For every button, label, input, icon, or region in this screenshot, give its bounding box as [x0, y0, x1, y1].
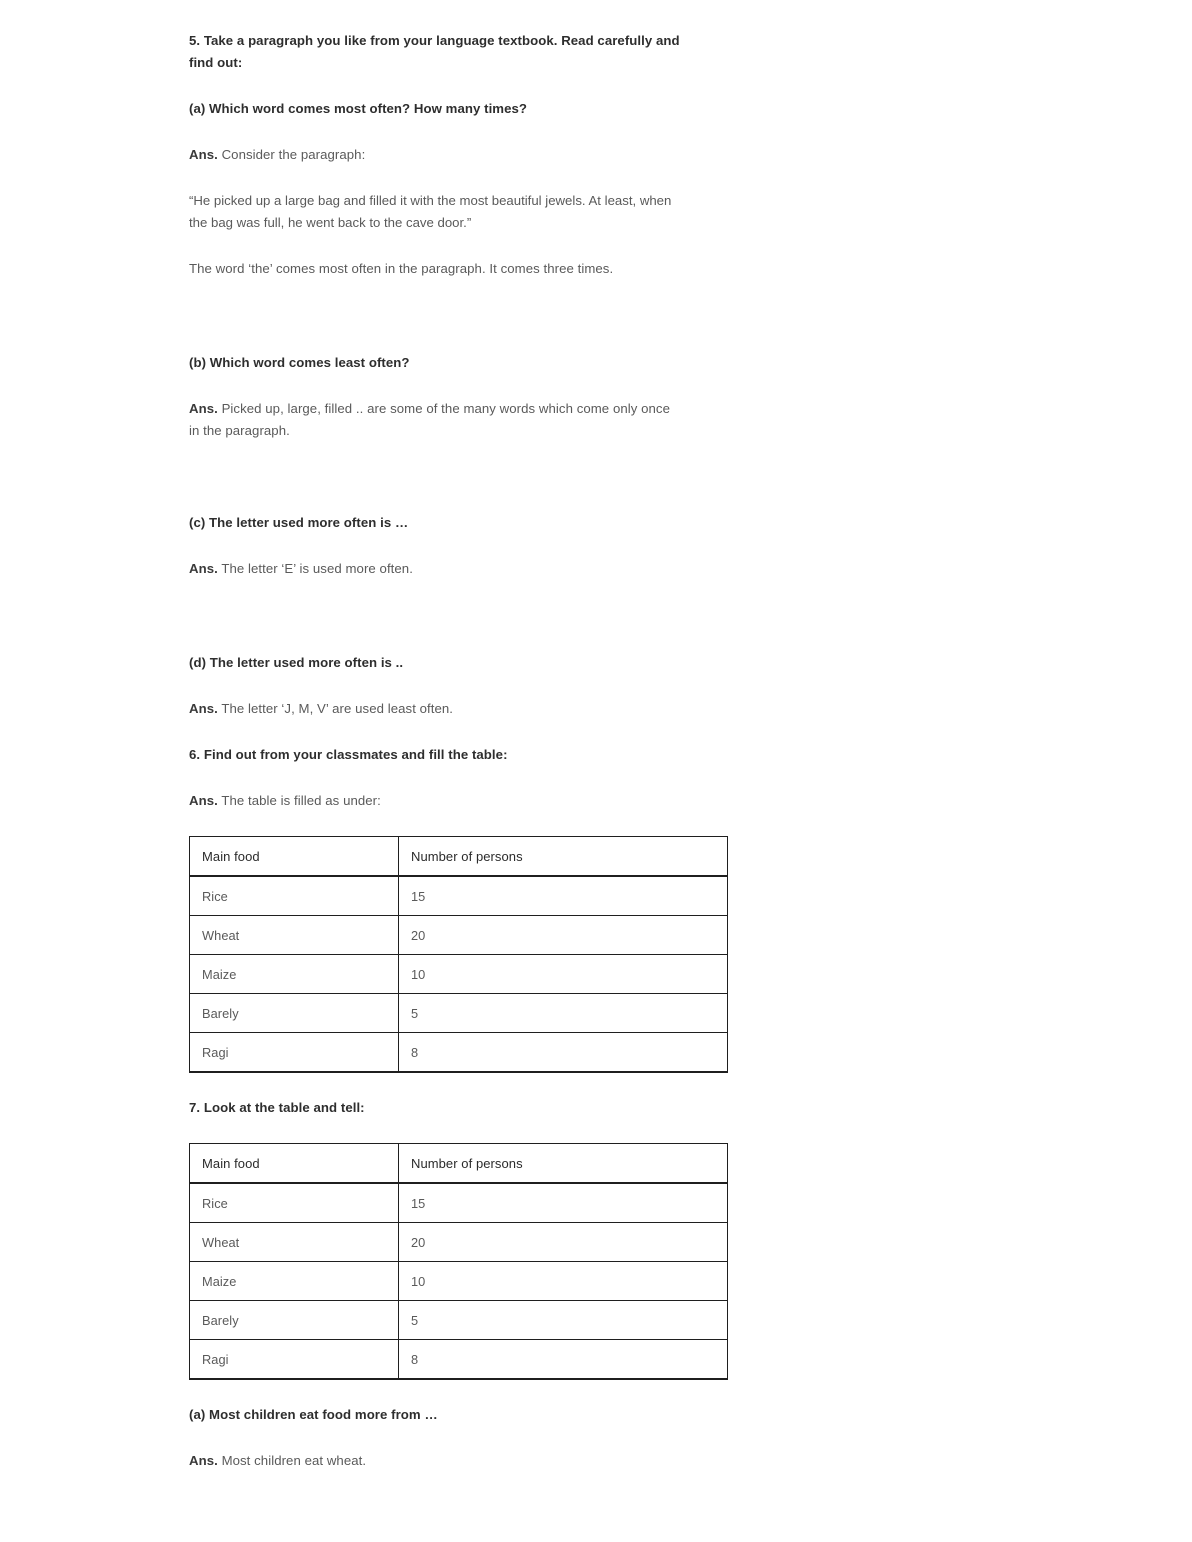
answer-5a-followup: The word ‘the’ comes most often in the paragraph. It comes three times.: [189, 261, 614, 276]
cell-count: 20: [399, 916, 728, 955]
spacer: [189, 720, 684, 744]
table-header-main-food: Main food: [190, 837, 399, 877]
paragraph-quote: “He picked up a large bag and filled it with the most beautiful jewels. At least, when the bag was full, he went back to the cave door.”: [189, 193, 672, 230]
answer-lead: Ans.: [189, 147, 218, 162]
spacer: [189, 580, 684, 652]
answer-lead: Ans.: [189, 1453, 218, 1468]
cell-food: Wheat: [190, 1223, 399, 1262]
answer-6: [189, 790, 684, 812]
table-two-wrapper: [189, 1143, 684, 1380]
answer-lead: Ans.: [189, 701, 218, 716]
spacer: [189, 280, 684, 352]
spacer: [189, 1380, 684, 1404]
answer-5a: [189, 144, 684, 166]
table-row: [190, 1301, 728, 1340]
table-header-row: [190, 837, 728, 877]
cell-food: Barely: [190, 994, 399, 1033]
cell-count: 8: [399, 1340, 728, 1380]
question-5a-label: (a) Which word comes most often? How many times?: [189, 101, 528, 116]
question-5d-label: (d) The letter used more often is ..: [189, 655, 404, 670]
question-7-heading: 7. Look at the table and tell:: [189, 1100, 365, 1115]
table-row: [190, 1223, 728, 1262]
answer-7a: [189, 1450, 684, 1472]
question-5c-label: (c) The letter used more often is …: [189, 515, 409, 530]
main-food-table-two: [189, 1143, 728, 1380]
cell-count: 10: [399, 1262, 728, 1301]
spacer: [189, 812, 684, 836]
answer-body: The letter ‘E’ is used more often.: [217, 561, 413, 576]
spacer: [189, 442, 684, 512]
cell-food: Maize: [190, 1262, 399, 1301]
table-header-row: [190, 1144, 728, 1184]
cell-food: Maize: [190, 955, 399, 994]
table-row: [190, 955, 728, 994]
question-5-heading: 5. Take a paragraph you like from your language textbook. Read carefully and find out:: [189, 33, 680, 70]
table-header-number-of-persons: Number of persons: [399, 1144, 728, 1184]
table-row: [190, 876, 728, 916]
spacer: [189, 234, 684, 258]
answer-lead: Ans.: [189, 793, 218, 808]
answer-5c: [189, 558, 684, 580]
cell-count: 5: [399, 994, 728, 1033]
table-header-number-of-persons: Number of persons: [399, 837, 728, 877]
answer-body: Picked up, large, filled .. are some of the many words which come only once in the paragraph.: [189, 401, 670, 438]
cell-food: Barely: [190, 1301, 399, 1340]
table-row: [190, 1262, 728, 1301]
cell-food: Ragi: [190, 1033, 399, 1073]
table-row: [190, 1033, 728, 1073]
answer-body: The letter ‘J, M, V’ are used least often.: [217, 701, 454, 716]
answer-5d: [189, 698, 684, 720]
table-row: [190, 1340, 728, 1380]
spacer: [189, 534, 684, 558]
spacer: [189, 1426, 684, 1450]
cell-food: Wheat: [190, 916, 399, 955]
cell-count: 20: [399, 1223, 728, 1262]
spacer: [189, 674, 684, 698]
table-header-main-food: Main food: [190, 1144, 399, 1184]
question-6-heading: 6. Find out from your classmates and fill the table:: [189, 747, 508, 762]
cell-count: 8: [399, 1033, 728, 1073]
cell-food: Rice: [190, 876, 399, 916]
answer-5b: [189, 398, 684, 442]
spacer: [189, 74, 684, 98]
cell-count: 15: [399, 1183, 728, 1223]
spacer: [189, 1073, 684, 1097]
cell-count: 10: [399, 955, 728, 994]
main-food-table-one: [189, 836, 728, 1073]
table-one-wrapper: [189, 836, 684, 1073]
table-row: [190, 916, 728, 955]
answer-body: The table is filled as under:: [217, 793, 381, 808]
answer-body: Most children eat wheat.: [217, 1453, 367, 1468]
document-content: [189, 30, 684, 1472]
spacer: [189, 166, 684, 190]
cell-food: Ragi: [190, 1340, 399, 1380]
table-row: [190, 994, 728, 1033]
answer-body: Consider the paragraph:: [217, 147, 366, 162]
spacer: [189, 374, 684, 398]
question-5b-label: (b) Which word comes least often?: [189, 355, 410, 370]
answer-lead: Ans.: [189, 401, 218, 416]
spacer: [189, 120, 684, 144]
question-7a-label: (a) Most children eat food more from …: [189, 1407, 438, 1422]
cell-count: 15: [399, 876, 728, 916]
cell-food: Rice: [190, 1183, 399, 1223]
cell-count: 5: [399, 1301, 728, 1340]
spacer: [189, 1119, 684, 1143]
spacer: [189, 766, 684, 790]
answer-lead: Ans.: [189, 561, 218, 576]
table-row: [190, 1183, 728, 1223]
